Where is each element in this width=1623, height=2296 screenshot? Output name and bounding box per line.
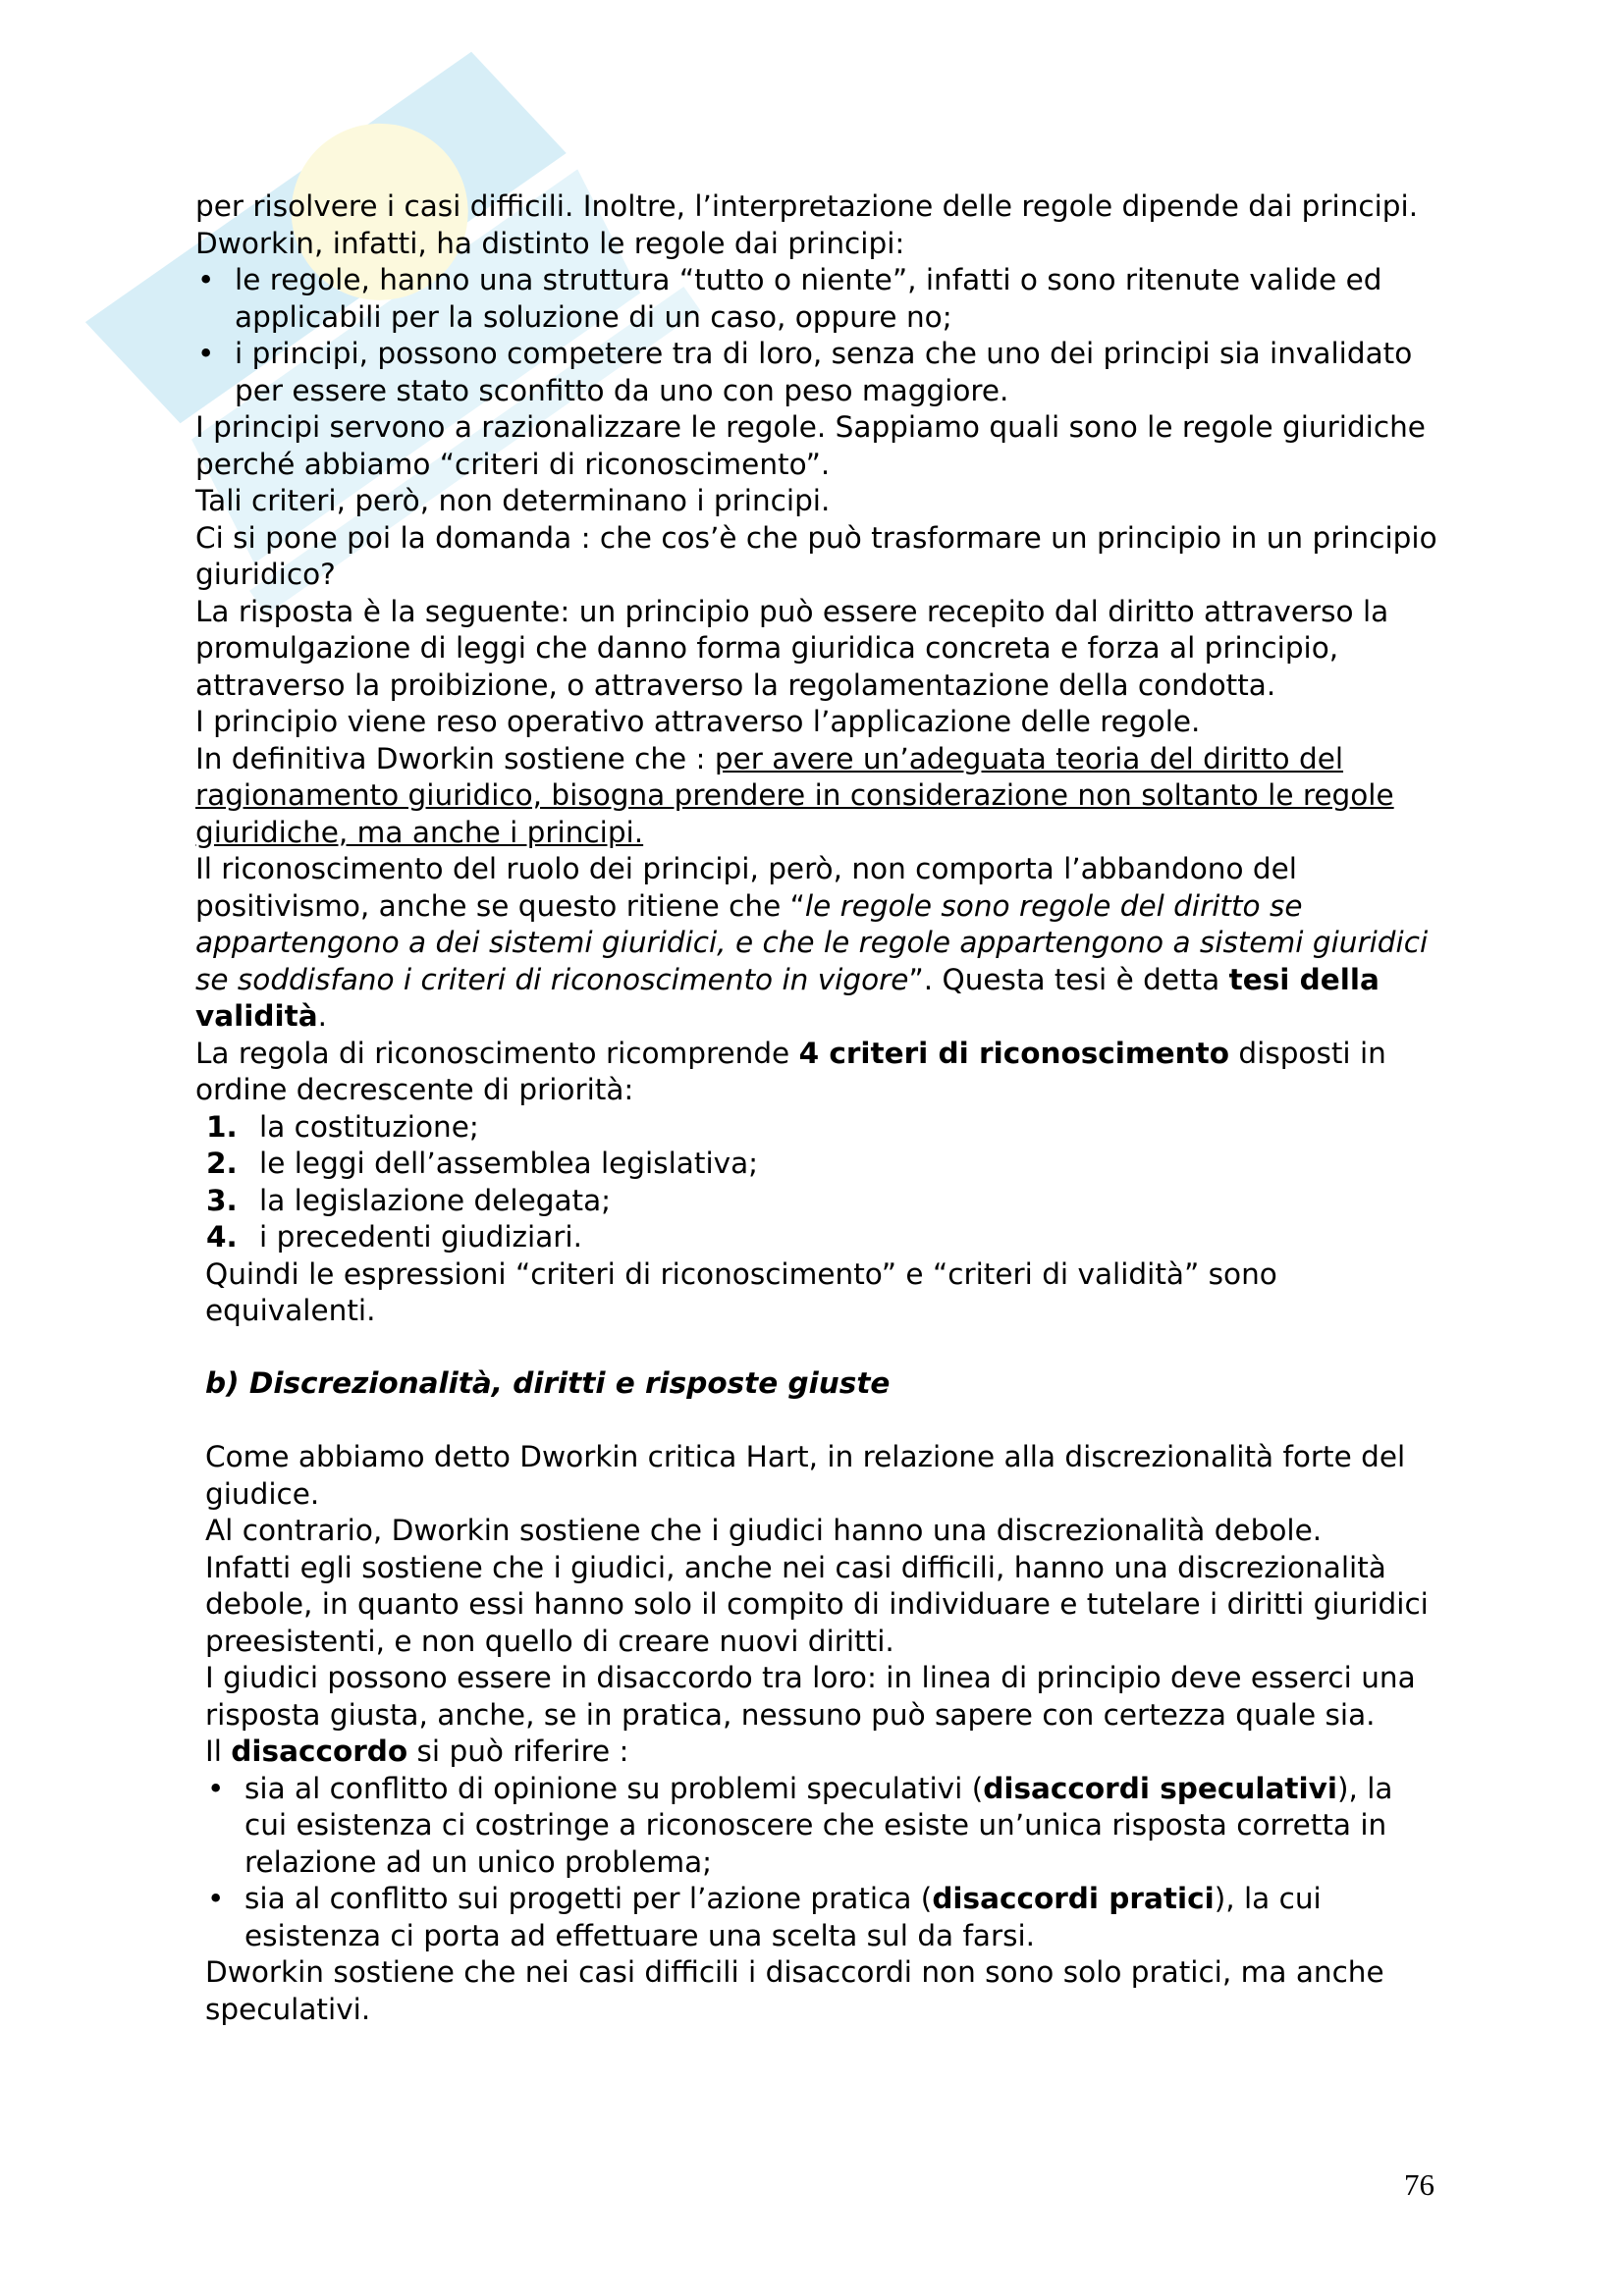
- text-run: Il: [205, 1735, 232, 1768]
- paragraph: Ci si pone poi la domanda : che cos’è che può trasformare un principio in un principio giuridico?: [195, 520, 1437, 591]
- list-item: • i principi, possono competere tra di loro, senza che uno dei principi sia invalidato per essere stato sconfitto da uno con peso maggiore.: [195, 336, 1442, 409]
- list-item: [195, 1109, 1442, 1147]
- paragraph: Quindi le espressioni “criteri di riconoscimento” e “criteri di validità” sono equivalenti.: [205, 1256, 1277, 1327]
- bold-term: disaccordi pratici: [932, 1882, 1215, 1915]
- italic-quote: le regole sono regole del diritto se appartengono a dei sistemi giuridici, e che le regole appartengono a sistemi giuridici se soddisfano i criteri di riconoscimento in vigore: [195, 888, 1429, 996]
- list-text: la legislazione delegata;: [259, 1183, 612, 1217]
- underlined-text: per avere un’adeguata teoria del diritto del ragionamento giuridico, bisogna prendere in considerazione non soltanto le regole giuridiche, ma anche i principi.: [195, 741, 1394, 849]
- bold-term: 4 criteri di riconoscimento: [798, 1036, 1230, 1070]
- list-text: le leggi dell’assemblea legislativa;: [259, 1147, 759, 1180]
- paragraph: Come abbiamo detto Dworkin critica Hart, in relazione alla discrezionalità forte del giudice.: [205, 1440, 1406, 1511]
- list-item: [205, 1771, 1442, 1882]
- list-item: [195, 1183, 1442, 1220]
- paragraph: [195, 851, 1442, 1036]
- paragraph: per risolvere i casi difficili. Inoltre, l’interpretazione delle regole dipende dai principi.: [195, 189, 1419, 223]
- list-item: [195, 1146, 1442, 1183]
- list-number: 1.: [206, 1109, 238, 1144]
- list-text: la costituzione;: [259, 1109, 479, 1144]
- text-run: sia al conflitto di opinione su problemi speculativi (: [244, 1771, 984, 1805]
- paragraph: Al contrario, Dworkin sostiene che i giudici hanno una discrezionalità debole.: [205, 1514, 1323, 1547]
- paragraph: Tali criteri, però, non determinano i principi.: [195, 484, 831, 517]
- list-item: [195, 1219, 1442, 1256]
- paragraph: I principio viene reso operativo attraverso l’applicazione delle regole.: [195, 705, 1201, 738]
- text-run: ), la cui esistenza ci porta ad effettuare una scelta sul da farsi.: [244, 1882, 1322, 1952]
- list-item: • le regole, hanno una struttura “tutto o niente”, infatti o sono ritenute valide ed applicabili per la soluzione di un caso, oppure no;: [195, 262, 1442, 336]
- bold-term: disaccordo: [231, 1735, 408, 1768]
- paragraph: Infatti egli sostiene che i giudici, anche nei casi difficili, hanno una discrezionalità debole, in quanto essi hanno solo il compito di individuare e tutelare i diritti giuridici preesistenti, e non quello di creare nuovi diritti.: [205, 1550, 1429, 1658]
- text-run: sia al conflitto sui progetti per l’azione pratica (: [244, 1882, 933, 1915]
- text-run: disposti in ordine decrescente di priorità:: [195, 1036, 1386, 1106]
- bold-term: tesi della validità: [195, 962, 1380, 1033]
- bullet-list: [195, 262, 1442, 409]
- text-run: si può riferire :: [407, 1735, 629, 1768]
- list-item: [205, 1881, 1442, 1954]
- text-run: ”. Questa tesi è detta: [908, 962, 1229, 996]
- list-number: 3.: [206, 1183, 238, 1217]
- text-run: La regola di riconoscimento ricomprende: [195, 1036, 799, 1070]
- paragraph: Dworkin, infatti, ha distinto le regole dai principi:: [195, 226, 905, 260]
- paragraph: [195, 1036, 1442, 1109]
- paragraph: I principi servono a razionalizzare le regole. Sappiamo quali sono le regole giuridiche perché abbiamo “criteri di riconoscimento”.: [195, 410, 1426, 481]
- text-run: In definitiva Dworkin sostiene che :: [195, 741, 715, 775]
- list-text: i precedenti giudiziari.: [259, 1220, 583, 1254]
- paragraph: Dworkin sostiene che nei casi difficili i disaccordi non sono solo pratici, ma anche speculativi.: [205, 1955, 1384, 2026]
- numbered-list: [195, 1109, 1442, 1256]
- paragraph: La risposta è la seguente: un principio può essere recepito dal diritto attraverso la promulgazione di leggi che danno forma giuridica concreta e forza al principio, attraverso la proibizione, o attraverso la regolamentazione della condotta.: [195, 594, 1389, 702]
- section-b: [195, 1365, 1442, 2029]
- document-page: [195, 188, 1442, 2028]
- paragraph: [195, 741, 1442, 852]
- list-number: 4.: [206, 1220, 238, 1254]
- text-run: ), la cui esistenza ci costringe a riconoscere che esiste un’unica risposta corretta in relazione ad un unico problema;: [244, 1771, 1393, 1879]
- paragraph: [205, 1734, 1442, 1771]
- text-run: Il riconoscimento del ruolo dei principi, però, non comporta l’abbandono del positivismo, anche se questo ritiene che “: [195, 852, 1297, 923]
- bullet-list: [205, 1771, 1442, 1955]
- bold-term: disaccordi speculativi: [983, 1771, 1337, 1805]
- text-run: .: [317, 999, 327, 1033]
- section-heading: b) Discrezionalità, diritti e risposte giuste: [205, 1365, 891, 1400]
- list-number: 2.: [206, 1147, 238, 1180]
- page-number: 76: [1404, 2167, 1434, 2202]
- paragraph: I giudici possono essere in disaccordo tra loro: in linea di principio deve esserci una risposta giusta, anche, se in pratica, nessuno può sapere con certezza quale sia.: [205, 1661, 1416, 1732]
